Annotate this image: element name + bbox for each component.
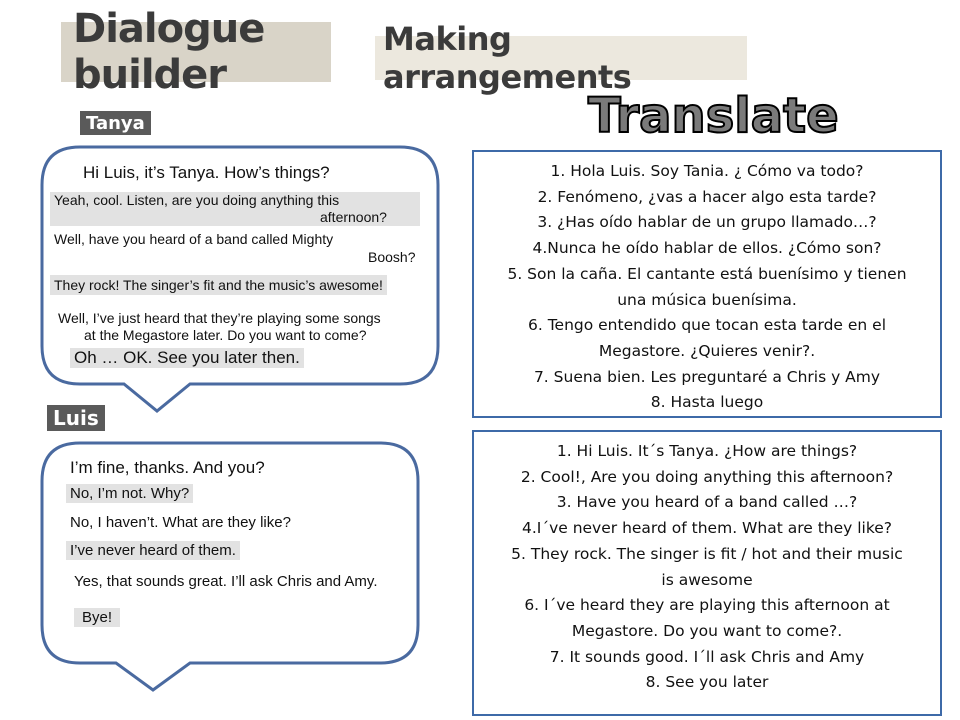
luis-line-6: Bye!	[74, 608, 120, 627]
english-line: 7. It sounds good. I´ll ask Chris and Amy	[549, 647, 865, 666]
english-line: 5. They rock. The singer is fit / hot and their music	[511, 544, 903, 563]
english-translation-box	[472, 430, 942, 716]
english-line: is awesome	[661, 570, 753, 589]
spanish-line: 3. ¿Has oído hablar de un grupo llamado…?	[537, 213, 877, 232]
tanya-line-5a: Well, I’ve just heard that they’re playing some songs	[58, 310, 381, 326]
english-line: 3. Have you heard of a band called …?	[556, 493, 858, 512]
spanish-line: 7. Suena bien. Les preguntaré a Chris y Amy	[533, 367, 881, 386]
tanya-line-5b: at the Megastore later. Do you want to come?	[84, 327, 367, 343]
spanish-line: 8. Hasta luego	[650, 393, 764, 412]
making-arrangements-title: Making arrangements	[383, 20, 632, 96]
english-line: Megastore. Do you want to come?.	[571, 621, 843, 640]
tanya-line-3b: Boosh?	[368, 249, 416, 265]
speaker-tag-tanya: Tanya	[80, 111, 151, 135]
spanish-line: 5. Son la caña. El cantante está buenísimo y tienen	[507, 264, 907, 283]
luis-line-1: I’m fine, thanks. And you?	[70, 458, 265, 477]
spanish-line: 4.Nunca he oído hablar de ellos. ¿Cómo son?	[532, 239, 882, 258]
spanish-translation-box	[472, 150, 942, 418]
speaker-tag-luis: Luis	[47, 405, 105, 431]
tanya-line-2b: afternoon?	[320, 209, 387, 225]
translate-title: Translate	[588, 88, 839, 144]
luis-line-3: No, I haven’t. What are they like?	[70, 514, 291, 531]
english-line: 1. Hi Luis. It´s Tanya. ¿How are things?	[556, 442, 858, 460]
english-line: 6. I´ve heard they are playing this afternoon at	[524, 596, 890, 615]
spanish-line: Megastore. ¿Quieres venir?.	[598, 341, 816, 360]
spanish-line: una música buenísima.	[617, 290, 797, 309]
tanya-line-2a: Yeah, cool. Listen, are you doing anything this	[54, 192, 340, 208]
spanish-line: 2. Fenómeno, ¿vas a hacer algo esta tarde?	[537, 187, 877, 206]
luis-speech-bubble	[42, 443, 418, 690]
tanya-line-3a: Well, have you heard of a band called Mighty	[54, 231, 334, 247]
luis-line-2: No, I’m not. Why?	[66, 484, 193, 503]
english-line: 8. See you later	[645, 673, 769, 692]
tanya-line-6: Oh … OK. See you later then.	[70, 348, 304, 368]
luis-line-4: I’ve never heard of them.	[66, 541, 240, 560]
luis-line-5: Yes, that sounds great. I’ll ask Chris and Amy.	[74, 573, 378, 590]
tanya-line-1: Hi Luis, it’s Tanya. How’s things?	[83, 163, 330, 182]
spanish-line: 6. Tengo entendido que tocan esta tarde en el	[527, 316, 887, 335]
tanya-line-4: They rock! The singer’s fit and the music’s awesome!	[50, 275, 387, 295]
english-line: 4.I´ve never heard of them. What are they like?	[521, 519, 893, 538]
english-line: 2. Cool!, Are you doing anything this afternoon?	[520, 467, 894, 486]
spanish-line: 1. Hola Luis. Soy Tania. ¿ Cómo va todo?	[550, 162, 864, 180]
dialogue-builder-title: Dialogue builder	[73, 6, 265, 98]
